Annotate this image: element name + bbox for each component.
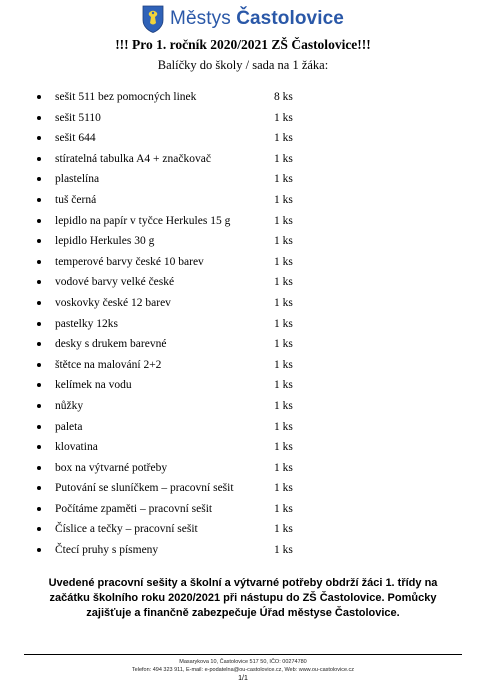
list-item — [0, 417, 486, 438]
list-item — [0, 231, 486, 252]
item-name: paleta — [55, 420, 83, 433]
item-quantity: 1 ks — [274, 379, 293, 392]
item-name: plastelína — [55, 173, 100, 186]
list-item — [0, 396, 486, 417]
item-name: voskovky české 12 barev — [55, 296, 171, 309]
bullet-icon — [37, 466, 41, 470]
list-item — [0, 87, 486, 108]
item-quantity: 1 ks — [274, 132, 293, 145]
closing-note: Uvedené pracovní sešity a školní a výtvarné potřeby obdrží žáci 1. třídy na začátku školního roku 2020/2021 při nástupu do ZŠ Častolovice. Pomůcky zajišťuje a finančně zabezpečuje Úřad městyse Častolovice. — [48, 577, 438, 619]
list-item — [0, 169, 486, 190]
bullet-icon — [37, 363, 41, 367]
list-item — [0, 540, 486, 561]
item-name: štětce na malování 2+2 — [55, 358, 162, 371]
bullet-icon — [37, 116, 41, 120]
bullet-icon — [37, 322, 41, 326]
item-name: stíratelná tabulka A4 + značkovač — [55, 152, 211, 165]
item-quantity: 1 ks — [274, 461, 293, 474]
bullet-icon — [37, 280, 41, 284]
item-quantity: 8 ks — [274, 91, 293, 103]
item-name: vodové barvy velké české — [55, 276, 175, 289]
list-item — [0, 293, 486, 314]
item-quantity: 1 ks — [274, 296, 293, 309]
list-item — [0, 478, 486, 499]
item-name: nůžky — [55, 399, 84, 412]
item-quantity: 1 ks — [274, 523, 293, 536]
item-quantity: 1 ks — [274, 235, 293, 248]
page-header — [0, 4, 486, 34]
bullet-icon — [37, 95, 41, 99]
item-name: sešit 511 bez pomocných linek — [55, 91, 197, 103]
item-name: Počítáme zpaměti – pracovní sešit — [55, 502, 213, 515]
footer-address: Masarykova 10, Častolovice 517 50, IČO: 00274780 — [179, 659, 307, 665]
list-item — [0, 190, 486, 211]
brand-name: Městys Častolovice — [170, 8, 344, 29]
bullet-icon — [37, 342, 41, 346]
item-name: klovatina — [55, 441, 98, 454]
list-item — [0, 314, 486, 335]
list-item — [0, 149, 486, 170]
list-item — [0, 458, 486, 479]
item-quantity: 1 ks — [274, 544, 293, 557]
bullet-icon — [37, 383, 41, 387]
item-quantity: 1 ks — [274, 276, 293, 289]
bullet-icon — [37, 157, 41, 161]
bullet-icon — [37, 198, 41, 202]
list-item — [0, 355, 486, 376]
list-item — [0, 334, 486, 355]
item-quantity: 1 ks — [274, 152, 293, 165]
page-number: 1/1 — [238, 675, 248, 682]
item-name: sešit 644 — [55, 132, 96, 145]
bullet-icon — [37, 445, 41, 449]
item-quantity: 1 ks — [274, 173, 293, 186]
item-name: Čtecí pruhy s písmeny — [55, 544, 159, 557]
item-quantity: 1 ks — [274, 111, 293, 124]
item-quantity: 1 ks — [274, 255, 293, 268]
item-quantity: 1 ks — [274, 358, 293, 371]
item-quantity: 1 ks — [274, 502, 293, 515]
item-name: Číslice a tečky – pracovní sešit — [55, 523, 198, 536]
bullet-icon — [37, 486, 41, 490]
item-name: temperové barvy české 10 barev — [55, 255, 204, 268]
bullet-icon — [37, 404, 41, 408]
item-name: sešit 5110 — [55, 111, 101, 124]
bullet-icon — [37, 219, 41, 223]
list-item — [0, 499, 486, 520]
bullet-icon — [37, 260, 41, 264]
item-quantity: 1 ks — [274, 214, 293, 227]
item-quantity: 1 ks — [274, 338, 293, 351]
item-quantity: 1 ks — [274, 420, 293, 433]
item-name: desky s drukem barevné — [55, 338, 167, 351]
item-name: pastelky 12ks — [55, 317, 118, 330]
bullet-icon — [37, 177, 41, 181]
list-item — [0, 272, 486, 293]
item-quantity: 1 ks — [274, 317, 293, 330]
item-quantity: 1 ks — [274, 399, 293, 412]
item-name: lepidlo na papír v tyčce Herkules 15 g — [55, 214, 231, 227]
item-name: box na výtvarné potřeby — [55, 461, 168, 474]
list-item — [0, 252, 486, 273]
town-crest-icon — [142, 5, 164, 33]
item-name: Putování se sluníčkem – pracovní sešit — [55, 482, 234, 495]
page-subtitle: Balíčky do školy / sada na 1 žáka: — [157, 58, 329, 72]
footer-contact: Telefon: 494 323 911, E-mail: e-podatelna@ou-castolovice.cz, Web: www.ou-castolovice.cz — [131, 667, 355, 673]
item-quantity: 1 ks — [274, 193, 293, 206]
item-name: lepidlo Herkules 30 g — [55, 235, 155, 248]
item-name: kelímek na vodu — [55, 379, 132, 392]
item-quantity: 1 ks — [274, 482, 293, 495]
footer-divider — [24, 654, 462, 655]
list-item — [0, 128, 486, 149]
bullet-icon — [37, 548, 41, 552]
bullet-icon — [37, 136, 41, 140]
list-item — [0, 519, 486, 540]
bullet-icon — [37, 507, 41, 511]
supply-list — [0, 87, 486, 561]
bullet-icon — [37, 527, 41, 531]
list-item — [0, 375, 486, 396]
page-title: !!! Pro 1. ročník 2020/2021 ZŠ Častolovice!!! — [115, 37, 371, 52]
item-quantity: 1 ks — [274, 441, 293, 454]
bullet-icon — [37, 301, 41, 305]
bullet-icon — [37, 425, 41, 429]
item-name: tuš černá — [55, 193, 97, 206]
list-item — [0, 437, 486, 458]
list-item — [0, 211, 486, 232]
list-item — [0, 108, 486, 129]
bullet-icon — [37, 239, 41, 243]
